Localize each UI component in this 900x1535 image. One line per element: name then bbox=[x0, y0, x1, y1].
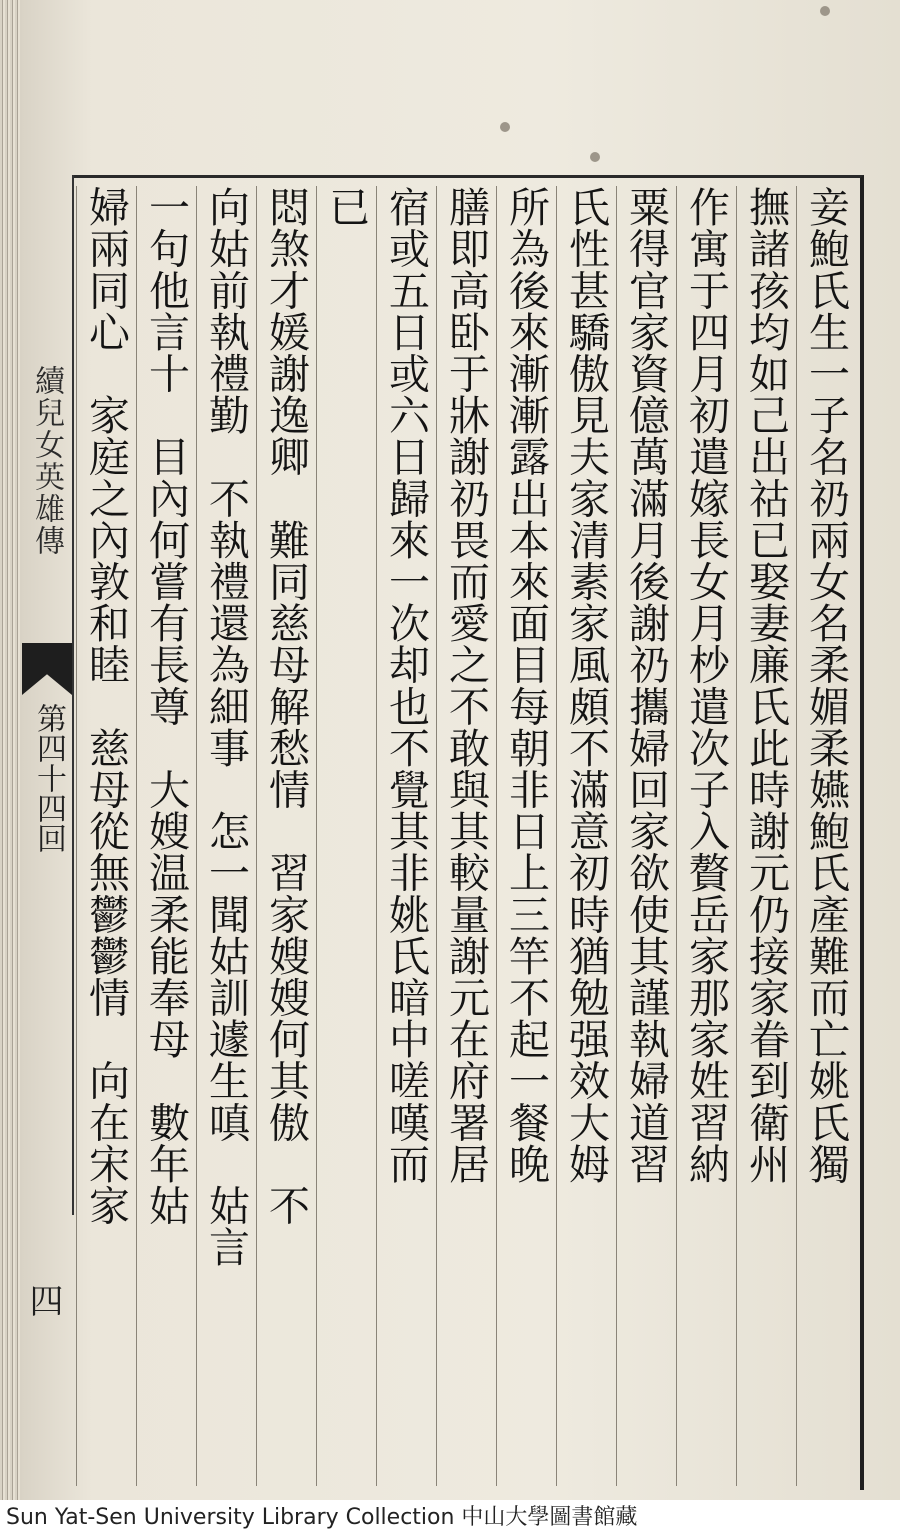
leaf-number: 四 bbox=[23, 1283, 63, 1317]
text-column-2: 撫諸孩均如己出祜已娶妻廉氏此時謝元仍接家眷到衛州 bbox=[736, 186, 796, 1486]
chapter-label: 第四十四回 bbox=[31, 703, 66, 853]
paper-wormhole bbox=[500, 122, 510, 132]
text-column-6: 所為後來漸漸露出本來面目每朝非日上三竿不起一餐晚 bbox=[496, 186, 556, 1486]
collection-caption: Sun Yat-Sen University Library Collection 中山大學圖書館藏 bbox=[0, 1500, 900, 1535]
paper-wormhole bbox=[590, 152, 600, 162]
text-column-8: 宿或五日或六日歸來一次却也不覺其非姚氏暗中嗟嘆而 bbox=[376, 186, 436, 1486]
text-column-1: 妾鮑氏生一子名礽兩女名柔媚柔嬿鮑氏產難而亡姚氏獨 bbox=[796, 186, 856, 1486]
text-column-13: 婦兩同心 家庭之內敦和睦 慈母從無鬱鬱情 向在宋家 bbox=[76, 186, 136, 1486]
spine-book-title: 續兒女英雄傳 bbox=[29, 365, 64, 557]
text-column-5: 氏性甚驕傲見夫家清素家風頗不滿意初時猶勉强效大姆 bbox=[556, 186, 616, 1486]
text-block bbox=[74, 175, 864, 1490]
text-column-12: 一句他言十 目內何嘗有長尊 大嫂温柔能奉母 數年姑 bbox=[136, 186, 196, 1486]
text-column-9: 已 bbox=[316, 186, 376, 1486]
book-page bbox=[22, 0, 900, 1500]
fish-tail-mark bbox=[22, 643, 72, 695]
text-column-3: 作寓于四月初遣嫁長女月杪遣次子入贅岳家那家姓習納 bbox=[676, 186, 736, 1486]
text-column-11: 向姑前執禮勤 不執禮還為細事 怎一聞姑訓遽生嗔 姑言 bbox=[196, 186, 256, 1486]
text-column-10: 悶煞才媛謝逸卿 難同慈母解愁情 習家嫂嫂何其傲 不 bbox=[256, 186, 316, 1486]
text-column-7: 膳即高卧于牀謝礽畏而愛之不敢與其較量謝元在府署居 bbox=[436, 186, 496, 1486]
page-spine bbox=[22, 175, 74, 1317]
text-column-4: 粟得官家資億萬滿月後謝礽攜婦回家欲使其謹執婦道習 bbox=[616, 186, 676, 1486]
paper-wormhole bbox=[820, 6, 830, 16]
